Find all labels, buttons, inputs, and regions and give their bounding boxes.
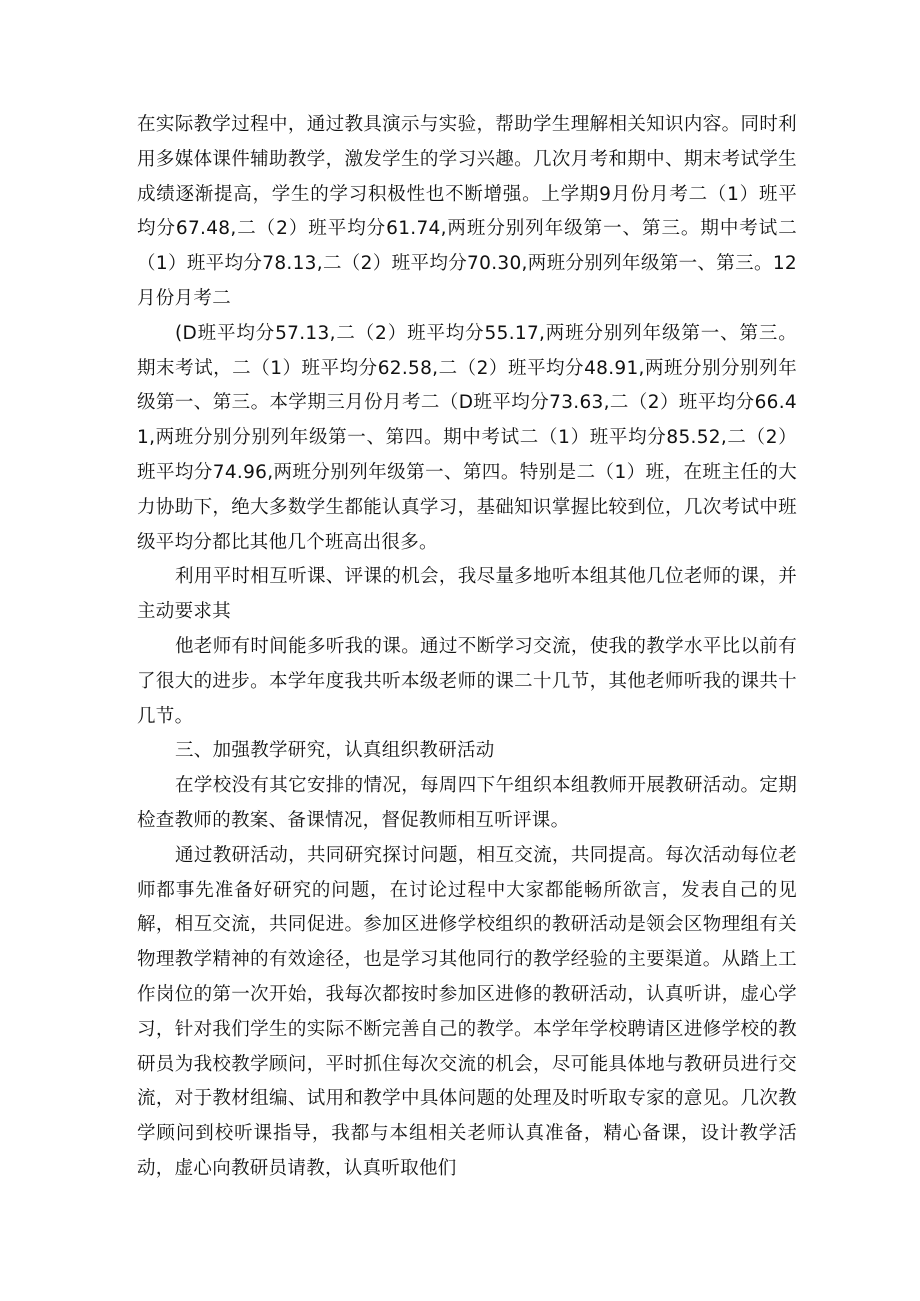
paragraph-weekly-research-activity: 在学校没有其它安排的情况，每周四下午组织本组教师开展教研活动。定期检查教师的教案、备课情况，督促教师相互听评课。 <box>137 775 797 831</box>
paragraph-peer-observation: 利用平时相互听课、评课的机会，我尽量多地听本组其他几位老师的课，并主动要求其 <box>137 566 797 623</box>
paragraph-peer-observation-continued: 他老师有时间能多听我的课。通过不断学习交流，使我的教学水平比以前有了很大的进步。本学年度我共听本级老师的课二十几节，其他老师听我的课共十几节。 <box>137 635 797 727</box>
paragraph-research-activity-details: 通过教研活动，共同研究探讨问题，相互交流，共同提高。每次活动每位老师都事先准备好研究的问题，在讨论过程中大家都能畅所欲言，发表自己的见解，相互交流，共同促进。参加区进修学校组织的教研活动是领会区物理组有关物理教学精神的有效途径，也是学习其他同行的教学经验的主要渠道。从踏上工作岗位的第一次开始，我每次都按时参加区进修的教研活动，认真听讲，虚心学习，针对我们学生的实际不断完善自己的教学。本学年学校聘请区进修学校的教研员为我校教学顾问，平时抓住每次交流的机会，尽可能具体地与教研员进行交流，对于教材组编、试用和教学中具体问题的处理及时听取专家的意见。几次教学顾问到校听课指导，我都与本组相关老师认真准备，精心备课，设计教学活动，虚心向教研员请教，认真听取他们 <box>137 844 797 1179</box>
paragraph-exam-results-intro: 在实际教学过程中，通过教具演示与实验，帮助学生理解相关知识内容。同时利用多媒体课件辅助教学，激发学生的学习兴趣。几次月考和期中、期末考试学生成绩逐渐提高，学生的学习积极性也不断增强。上学期9月份月考二（1）班平均分67.48,二（2）班平均分61.74,两班分别列年级第一、第三。期中考试二（1）班平均分78.13,二（2）班平均分70.30,两班分别列年级第一、第三。12月份月考二 <box>137 114 797 309</box>
paragraph-exam-results-continued: (D班平均分57.13,二（2）班平均分55.17,两班分别列年级第一、第三。期末考试，二（1）班平均分62.58,二（2）班平均分48.91,两班分别分别列年级第一、第三。本学期三月份月考二（D班平均分73.63,二（2）班平均分66.41,两班分别分别列年级第一、第四。期中考试二（1）班平均分85.52,二（2）班平均分74.96,两班分别列年级第一、第四。特别是二（1）班，在班主任的大力协助下，绝大多数学生都能认真学习，基础知识掌握比较到位，几次考试中班级平均分都比其他几个班高出很多。 <box>137 322 797 553</box>
document-body <box>137 108 797 1187</box>
section-heading-teaching-research: 三、加强教学研究，认真组织教研活动 <box>175 740 495 762</box>
